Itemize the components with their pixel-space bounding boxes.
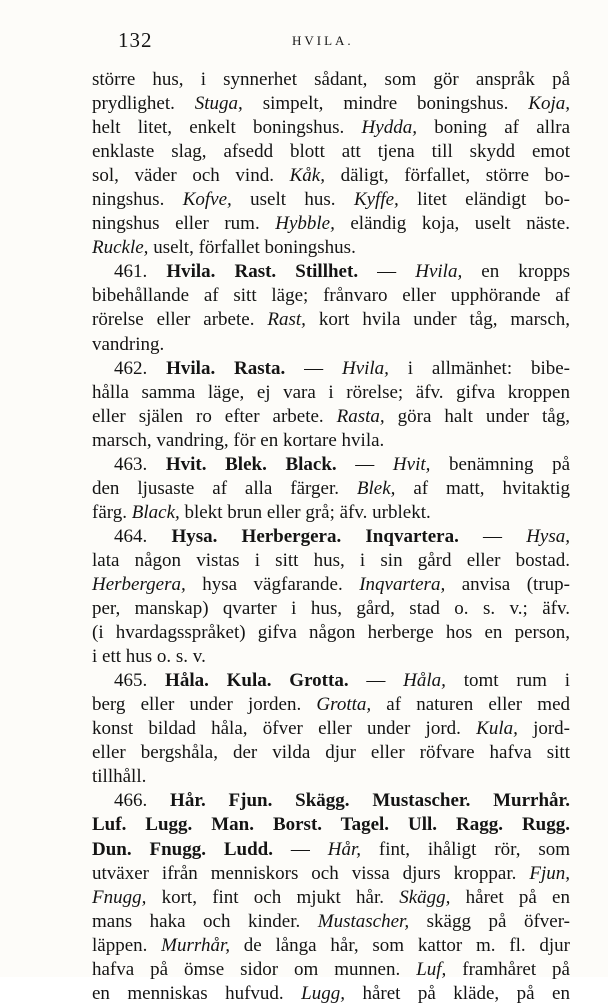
entry-headword: Hvila. Rasta. (166, 357, 286, 379)
synonym-term: Inqvartera, (359, 573, 446, 595)
text-run: rörelse eller arbete. (92, 309, 268, 331)
text-line (92, 693, 570, 717)
text-line (92, 934, 570, 958)
synonym-term: Fjun, (529, 862, 570, 884)
text-run: lata någon vistas i sitt hus, i sin gård eller bostad. (92, 549, 570, 571)
text-line (92, 669, 570, 693)
text-run: eländig koja, uselt näste. (334, 213, 570, 235)
text-run: ningshus. (92, 189, 183, 211)
text-run: — (285, 357, 342, 379)
synonym-term: Stuga, (194, 93, 243, 115)
entry-headword: Luf. Lugg. Man. Borst. Tagel. Ull. Ragg. Rugg. (92, 814, 570, 836)
text-run: i ett hus o. s. v. (92, 646, 206, 668)
text-run: håret på en (450, 886, 570, 908)
text-line (92, 525, 570, 549)
synonym-term: Kåk, (289, 165, 325, 187)
synonym-term: Mustascher, (317, 910, 410, 932)
synonym-term: Herbergera, (92, 573, 186, 595)
text-run: boning af allra (416, 117, 570, 139)
synonym-term: Skägg, (399, 886, 451, 908)
synonym-term: Hår, (327, 838, 362, 860)
text-run: fint, ihåligt rör, som (361, 838, 571, 860)
synonym-term: Murrhår, (161, 934, 230, 956)
synonym-term: Hvila, (415, 261, 463, 283)
text-line (92, 260, 570, 284)
text-run: hafva på ömse sidor om munnen. (92, 958, 417, 980)
text-run: läppen. (92, 934, 162, 956)
synonym-term: Hydda, (361, 117, 417, 139)
synonym-term: Hysa, (526, 525, 571, 547)
text-run: uselt, förfallet boningshus. (148, 237, 356, 259)
text-run: blekt brun eller grå; äfv. urblekt. (179, 501, 431, 523)
entry-headword: Dun. Fnugg. Ludd. (92, 838, 273, 860)
text-line (92, 741, 570, 765)
text-line (92, 549, 570, 573)
synonym-term: Rast, (267, 309, 306, 331)
text-run: de långa hår, som kattor m. fl. djur (229, 934, 570, 956)
text-run: marsch, vandring, för en kortare hvila. (92, 429, 385, 451)
text-run: 461. (114, 261, 167, 283)
text-line (92, 236, 570, 260)
text-run: — (458, 525, 527, 547)
text-run: berg eller under jorden. (92, 694, 317, 716)
synonym-term: Koja, (528, 93, 570, 115)
text-run: 466. (114, 790, 171, 812)
synonym-term: Grotta, (316, 694, 372, 716)
text-line (92, 621, 570, 645)
text-line (92, 910, 570, 934)
entry-headword: Hvila. Rast. Stillhet. (166, 261, 359, 283)
text-line (92, 381, 570, 405)
text-line (92, 405, 570, 429)
synonym-term: Rasta, (336, 405, 385, 427)
text-line (92, 140, 570, 164)
text-line (92, 838, 570, 862)
text-run: simpelt, mindre boningshus. (242, 93, 529, 115)
text-line (92, 765, 570, 789)
text-line (92, 284, 570, 308)
text-run: helt litet, enkelt boningshus. (92, 117, 362, 139)
synonym-term: Hybble, (275, 213, 335, 235)
text-line (92, 501, 570, 525)
text-run: vandring. (92, 333, 165, 355)
text-line (92, 813, 570, 837)
text-run: af naturen eller med (371, 694, 570, 716)
text-run: jord- (517, 718, 571, 740)
text-line (92, 573, 570, 597)
text-line (92, 188, 570, 212)
text-line (92, 116, 570, 140)
text-run: håret på kläde, på en (344, 982, 570, 1004)
text-run: mans haka och kinder. (92, 910, 318, 932)
text-run: hysa vägfarande. (185, 573, 360, 595)
text-run: färg. (92, 501, 132, 523)
synonym-term: Fnugg, (92, 886, 147, 908)
text-run: kort hvila under tåg, marsch, (305, 309, 570, 331)
text-run: större hus, i synnerhet sådant, som gör anspråk på (92, 69, 570, 90)
entry-headword: Hysa. Herbergera. Inqvartera. (171, 525, 459, 547)
running-head: HVILA. (292, 33, 354, 48)
synonym-term: Kyffe, (353, 189, 399, 211)
text-run: kort, fint och mjukt hår. (146, 886, 400, 908)
text-line (92, 429, 570, 453)
text-run: utväxer ifrån menniskors och vissa djurs kroppar. (92, 862, 530, 884)
text-line (92, 597, 570, 621)
text-run: anvisa (trup- (445, 573, 570, 595)
text-run: prydlighet. (92, 93, 195, 115)
synonym-term: Lugg, (301, 982, 345, 1004)
page-number: 132 (118, 28, 153, 52)
text-run: framhåret på (446, 958, 570, 980)
synonym-term: Hvit, (392, 453, 431, 475)
text-run: — (336, 453, 393, 475)
text-line (92, 982, 570, 1006)
text-line (92, 357, 570, 381)
text-run: i allmänhet: bibe- (388, 357, 571, 379)
synonym-term: Hvila, (341, 357, 389, 379)
text-run: af matt, hvitaktig (395, 477, 570, 499)
text-run: ningshus eller rum. (92, 213, 276, 235)
text-run: göra halt under tåg, (384, 405, 570, 427)
text-run: 465. (114, 670, 166, 692)
synonym-term: Håla, (403, 670, 446, 692)
text-run: en menniskas hufvud. (92, 982, 302, 1004)
entry-headword: Hår. Fjun. Skägg. Mustascher. Murrhår. (170, 790, 570, 812)
text-line (92, 477, 570, 501)
text-line (92, 789, 570, 813)
text-run: skägg på öfver- (409, 910, 570, 932)
text-run: litet eländigt bo- (398, 189, 570, 211)
synonym-term: Kula, (476, 718, 518, 740)
entry-headword: Hvit. Blek. Black. (165, 453, 337, 475)
text-line (92, 308, 570, 332)
text-run: 463. (114, 453, 166, 475)
text-line (92, 212, 570, 236)
text-run: enklaste slag, afsedd blott att tjena till skydd emot (92, 141, 570, 163)
text-run: den ljusaste af alla färger. (92, 477, 357, 499)
text-line (92, 453, 570, 477)
text-line (92, 886, 570, 910)
text-line (92, 862, 570, 886)
synonym-term: Ruckle, (92, 237, 149, 259)
text-line (92, 68, 570, 92)
synonym-term: Blek, (356, 477, 396, 499)
text-run: — (358, 261, 416, 283)
text-run: tomt rum i (445, 670, 570, 692)
text-line (92, 92, 570, 116)
text-run: bibehållande af sitt läge; frånvaro eller upphörande af (92, 285, 570, 307)
text-line (92, 164, 570, 188)
synonym-term: Kofve, (182, 189, 232, 211)
text-run: per, manskap) qvarter i hus, gård, stad o. s. v.; äfv. (92, 598, 570, 620)
text-run: 464. (114, 525, 172, 547)
text-line (92, 645, 570, 669)
text-run: (i hvardagsspråket) gifva någon herberge hos en person, (92, 622, 570, 644)
text-line (92, 717, 570, 741)
text-run: hålla samma läge, ej vara i rörelse; äfv. gifva kroppen (92, 381, 570, 403)
text-run: tillhåll. (92, 766, 147, 788)
body-text (92, 68, 570, 1006)
text-run: uselt hus. (231, 189, 354, 211)
text-run: — (272, 838, 328, 860)
synonym-term: Black, (131, 501, 180, 523)
text-run: en kropps (462, 261, 571, 283)
text-run: 462. (114, 357, 167, 379)
text-line (92, 333, 570, 357)
text-run: eller bergshåla, der vilda djur eller röfvare hafva sitt (92, 742, 570, 764)
text-line (92, 958, 570, 982)
synonym-term: Luf, (416, 958, 447, 980)
text-run: eller själen ro efter arbete. (92, 405, 337, 427)
text-run: däligt, förfallet, större bo- (324, 165, 571, 187)
entry-headword: Håla. Kula. Grotta. (165, 670, 349, 692)
text-run: sol, väder och vind. (92, 165, 290, 187)
text-run: benämning på (430, 453, 570, 475)
text-run: konst bildad håla, öfver eller under jord. (92, 718, 477, 740)
text-run: — (348, 670, 404, 692)
